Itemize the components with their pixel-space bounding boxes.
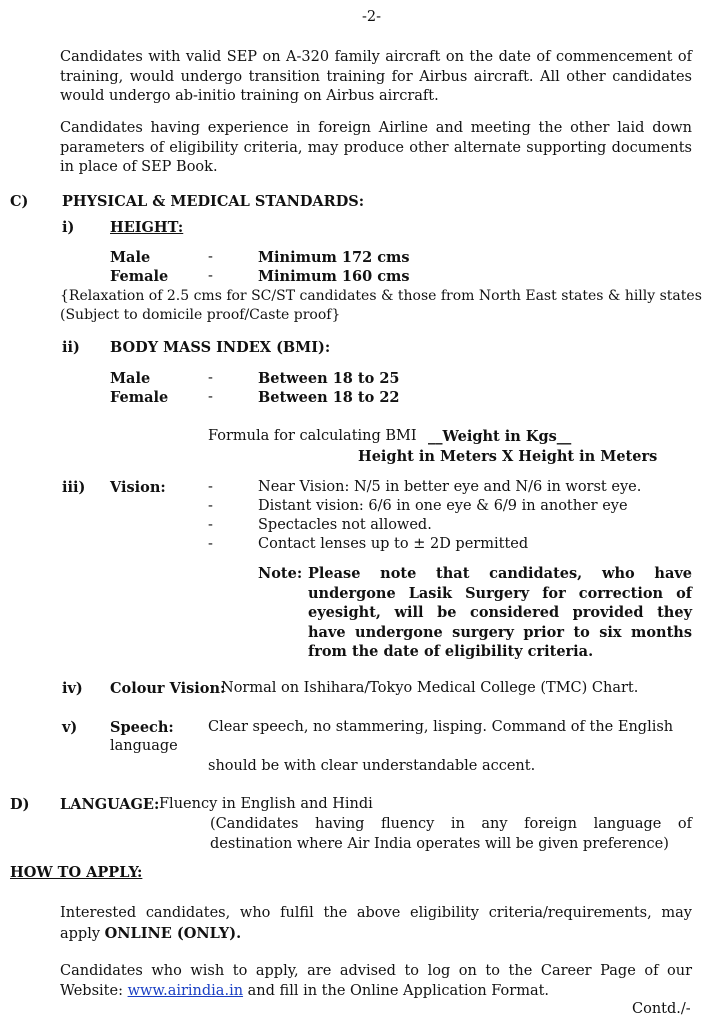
colour-vision-text: Normal on Ishihara/Tokyo Medical College (TMC) Chart.: [221, 680, 639, 696]
intro-paragraph-2: Candidates having experience in foreign Airline and meeting the other laid down parameters of eligibility criteria, may produce other alternate supporting documents in place of SEP Book.: [60, 120, 692, 175]
bmi-male-dash: -: [208, 370, 213, 386]
height-female-label: Female: [110, 268, 169, 285]
bmi-num: ii): [62, 339, 80, 356]
vision-num: iii): [62, 479, 86, 496]
section-c-label: C): [10, 193, 29, 210]
bmi-title: BODY MASS INDEX (BMI):: [110, 339, 331, 356]
website-link[interactable]: www.airindia.in: [127, 982, 244, 999]
section-c-title: PHYSICAL & MEDICAL STANDARDS:: [62, 193, 365, 210]
height-female-dash: -: [208, 268, 213, 284]
bmi-female-dash: -: [208, 389, 213, 405]
vision-item-dash: -: [208, 536, 213, 552]
height-num: i): [62, 219, 75, 236]
how-to-apply-text-end: and fill in the Online Application Format.: [247, 982, 550, 999]
speech-title: Speech:: [110, 719, 174, 736]
how-to-apply-title: HOW TO APPLY:: [10, 864, 143, 881]
vision-note-text: Please note that candidates, who have undergone Lasik Surgery for correction of eyesight, will be considered provided they have undergone surgery prior to six months from the date of eligibility criteria.: [308, 565, 692, 660]
vision-item-dash: -: [208, 498, 213, 514]
vision-item-dash: -: [208, 517, 213, 533]
bmi-male-value: Between 18 to 25: [258, 370, 400, 387]
vision-item: Near Vision: N/5 in better eye and N/6 in worst eye.: [258, 479, 642, 495]
bmi-formula-denominator: Height in Meters X Height in Meters: [358, 448, 658, 465]
vision-item: Contact lenses up to ± 2D permitted: [258, 536, 529, 552]
speech-text-wrap: language: [110, 738, 178, 754]
speech-text-line-1: Clear speech, no stammering, lisping. Command of the English: [208, 719, 674, 735]
height-male-dash: -: [208, 249, 213, 265]
section-d-title: LANGUAGE:: [60, 796, 160, 813]
height-relaxation-line-2: (Subject to domicile proof/Caste proof}: [60, 307, 341, 323]
colour-vision-title: Colour Vision:: [110, 680, 226, 697]
vision-item-dash: -: [208, 479, 213, 495]
how-to-apply-text: Candidates who wish to apply, are advised to log on to the Career Page of our Website:: [60, 963, 692, 999]
how-to-apply-paragraph-1: [60, 904, 692, 944]
height-title: HEIGHT:: [110, 219, 184, 236]
section-d-label: D): [10, 796, 30, 813]
height-male-value: Minimum 172 cms: [258, 249, 410, 266]
intro-paragraph-1: Candidates with valid SEP on A-320 family aircraft on the date of commencement of training, would undergo transition training for Airbus aircraft. All other candidates would undergo ab-initio training on Airbus aircraft.: [60, 49, 692, 104]
bmi-female-label: Female: [110, 389, 169, 406]
page-number: -2-: [362, 9, 382, 25]
vision-title: Vision:: [110, 479, 166, 496]
bmi-female-value: Between 18 to 22: [258, 389, 400, 406]
vision-item: Distant vision: 6/6 in one eye & 6/9 in another eye: [258, 498, 628, 514]
section-d-text-1: Fluency in English and Hindi: [159, 796, 373, 812]
contd-label: Contd./-: [632, 1001, 691, 1017]
how-to-apply-paragraph-2: [60, 962, 692, 1001]
bmi-formula-label: Formula for calculating BMI: [208, 428, 417, 444]
how-to-apply-text: Interested candidates, who fulfil the above eligibility criteria/requirements, may apply: [60, 905, 692, 942]
height-female-value: Minimum 160 cms: [258, 268, 410, 285]
height-relaxation-line-1: {Relaxation of 2.5 cms for SC/ST candidates & those from North East states & hilly states: [60, 288, 702, 304]
height-male-label: Male: [110, 249, 151, 266]
vision-note-label: Note:: [258, 565, 303, 582]
section-d-text-2: (Candidates having fluency in any foreign language of destination where Air India operates will be given preference): [210, 816, 692, 852]
bmi-formula-numerator: __Weight in Kgs__: [428, 428, 572, 445]
bmi-male-label: Male: [110, 370, 151, 387]
speech-text-line-2: should be with clear understandable accent.: [208, 758, 536, 774]
speech-num: v): [62, 719, 78, 736]
colour-vision-num: iv): [62, 680, 83, 697]
vision-item: Spectacles not allowed.: [258, 517, 432, 533]
online-only-text: ONLINE (ONLY).: [104, 924, 242, 942]
